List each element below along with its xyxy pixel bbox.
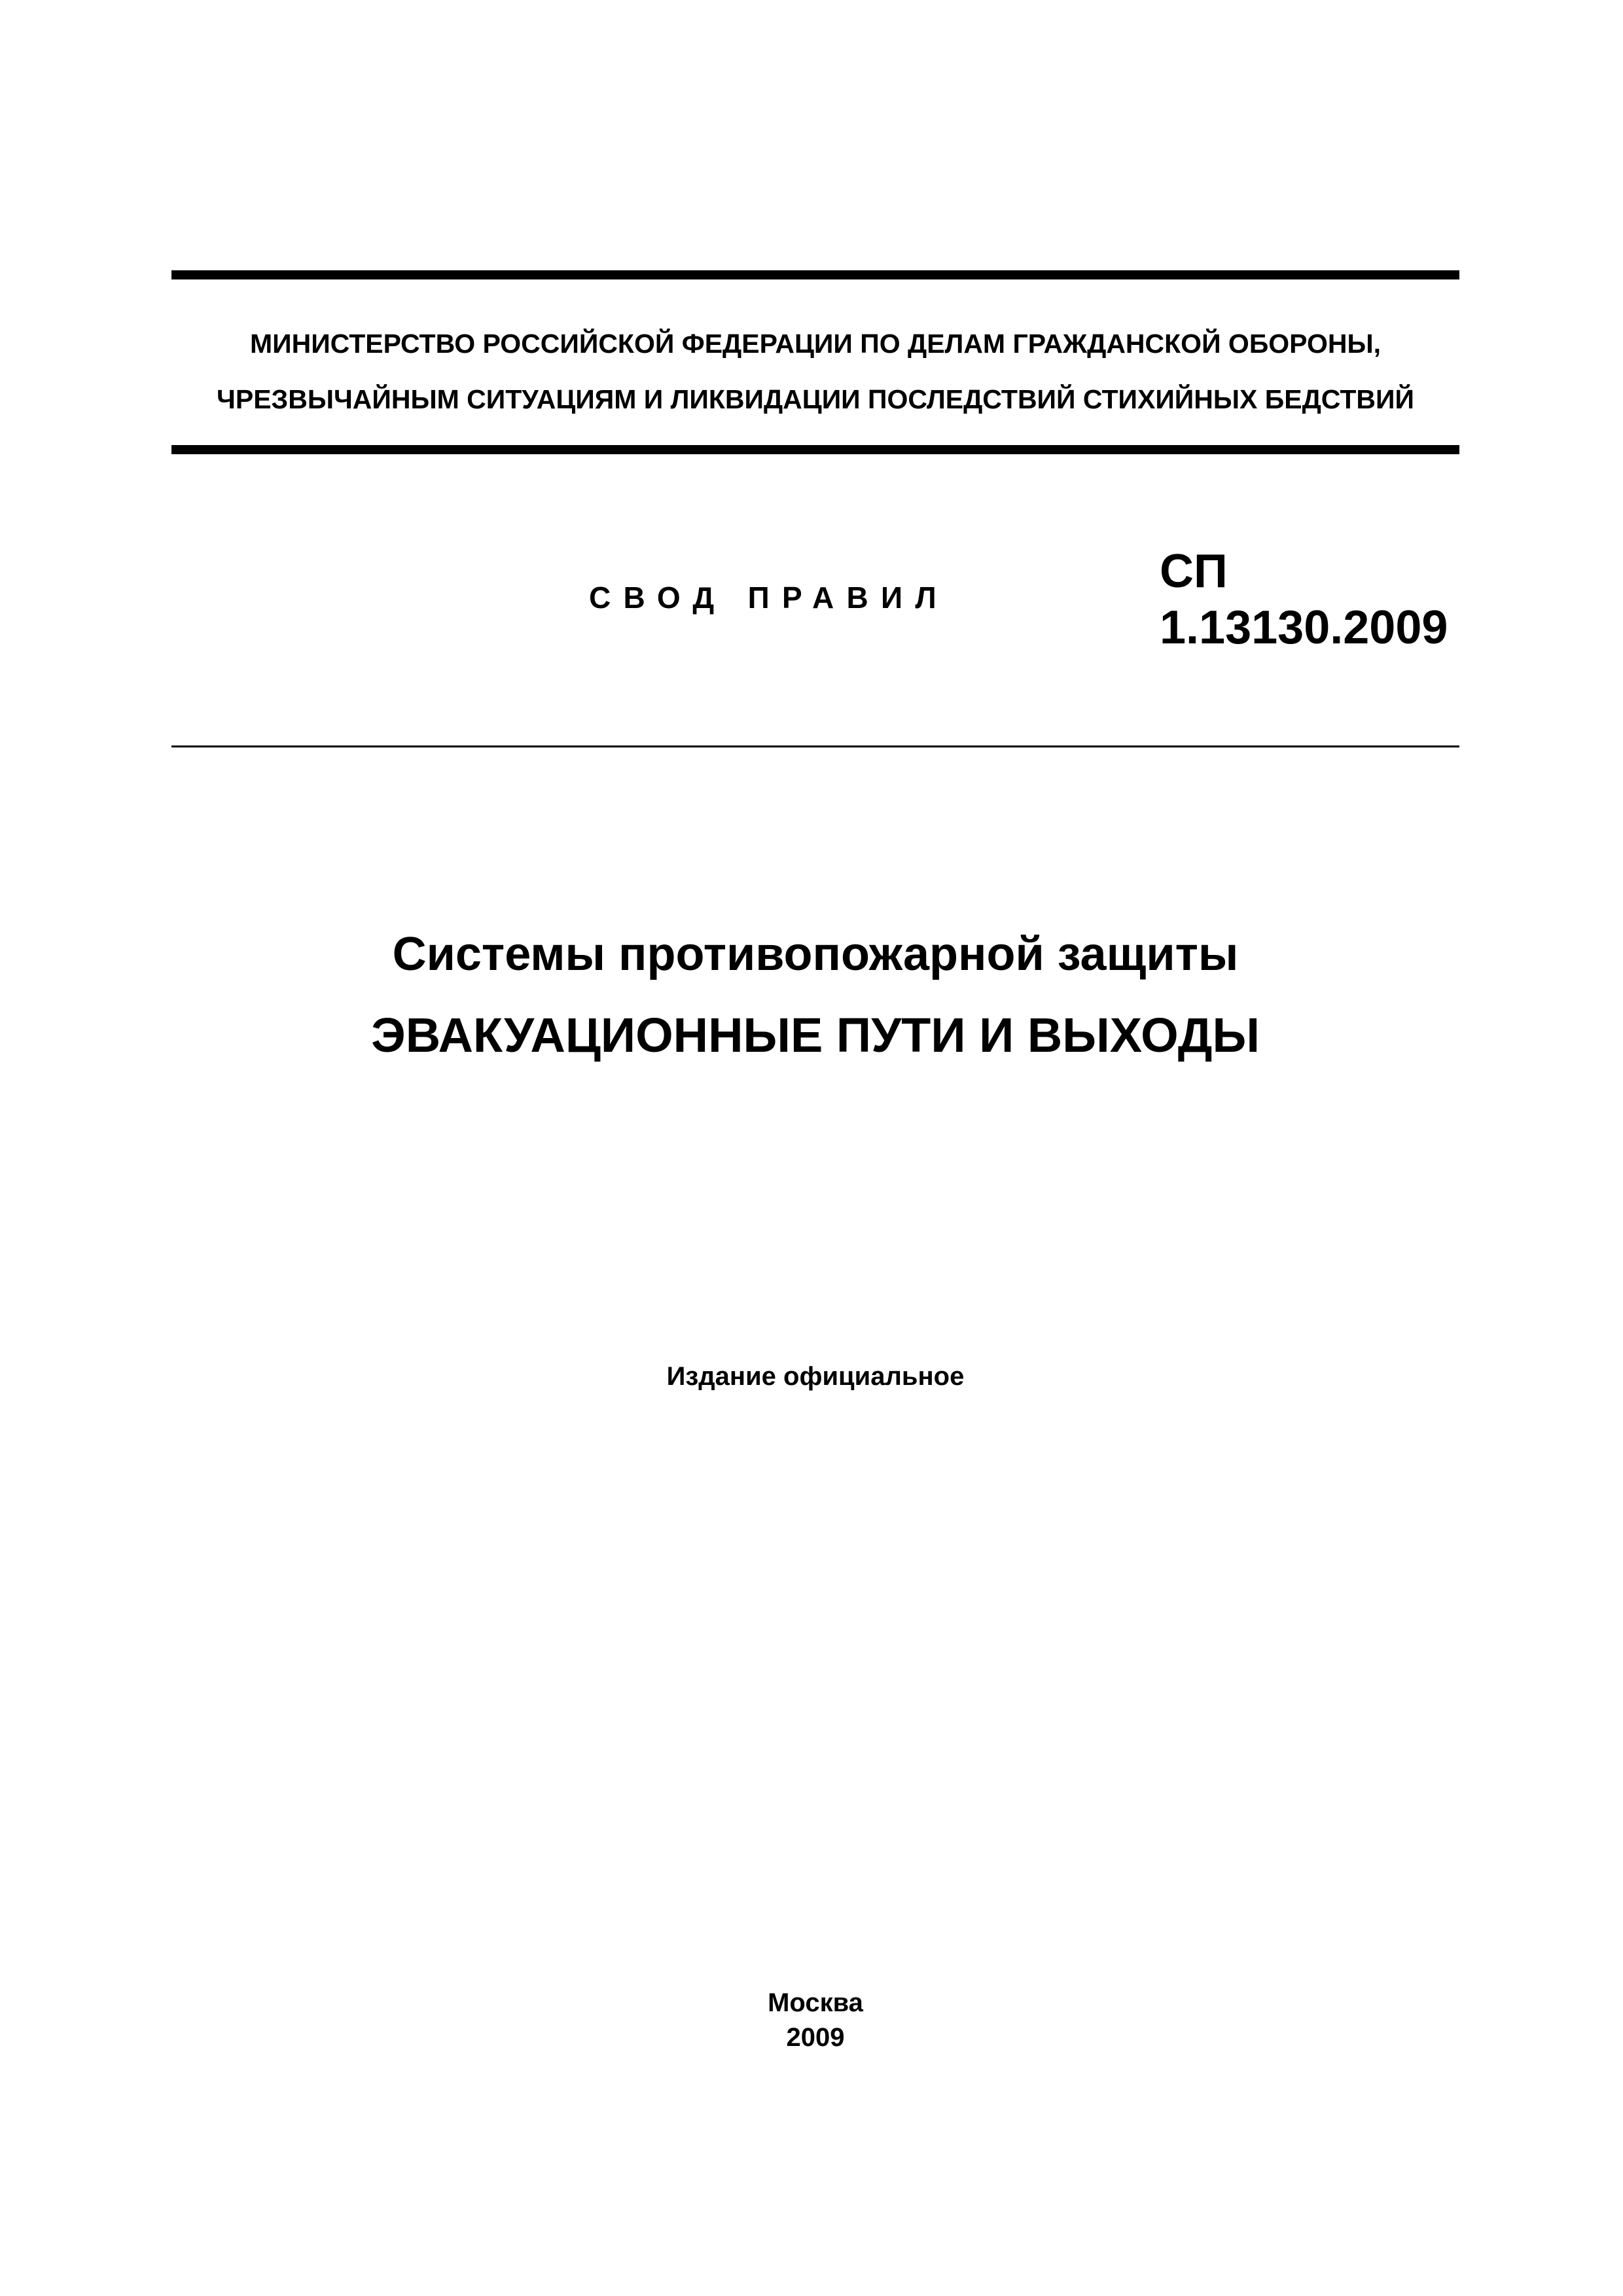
document-title-line-2: ЭВАКУАЦИОННЫЕ ПУТИ И ВЫХОДЫ xyxy=(371,1008,1260,1062)
document-title-line-1: Системы противопожарной защиты xyxy=(392,928,1239,980)
top-thick-rule xyxy=(171,270,1459,279)
edition-note: Издание официальное xyxy=(666,1362,965,1391)
section-divider-rule xyxy=(171,745,1459,747)
publication-year: 2009 xyxy=(786,2023,845,2052)
ministry-name-line-1: МИНИСТЕРСТВО РОССИЙСКОЙ ФЕДЕРАЦИИ ПО ДЕЛАМ ГРАЖДАНСКОЙ ОБОРОНЫ, xyxy=(249,329,1382,359)
document-code-number: 1.13130.2009 xyxy=(1160,601,1448,655)
document-type-label: СВОД ПРАВИЛ xyxy=(589,581,950,615)
document-code xyxy=(1160,543,1448,656)
publication-city: Москва xyxy=(768,1988,863,2017)
ministry-name-line-2: ЧРЕЗВЫЧАЙНЫМ СИТУАЦИЯМ И ЛИКВИДАЦИИ ПОСЛЕДСТВИЙ СТИХИЙНЫХ БЕДСТВИЙ xyxy=(217,384,1414,414)
document-code-prefix: СП xyxy=(1160,545,1228,598)
header-bottom-thick-rule xyxy=(171,445,1459,454)
